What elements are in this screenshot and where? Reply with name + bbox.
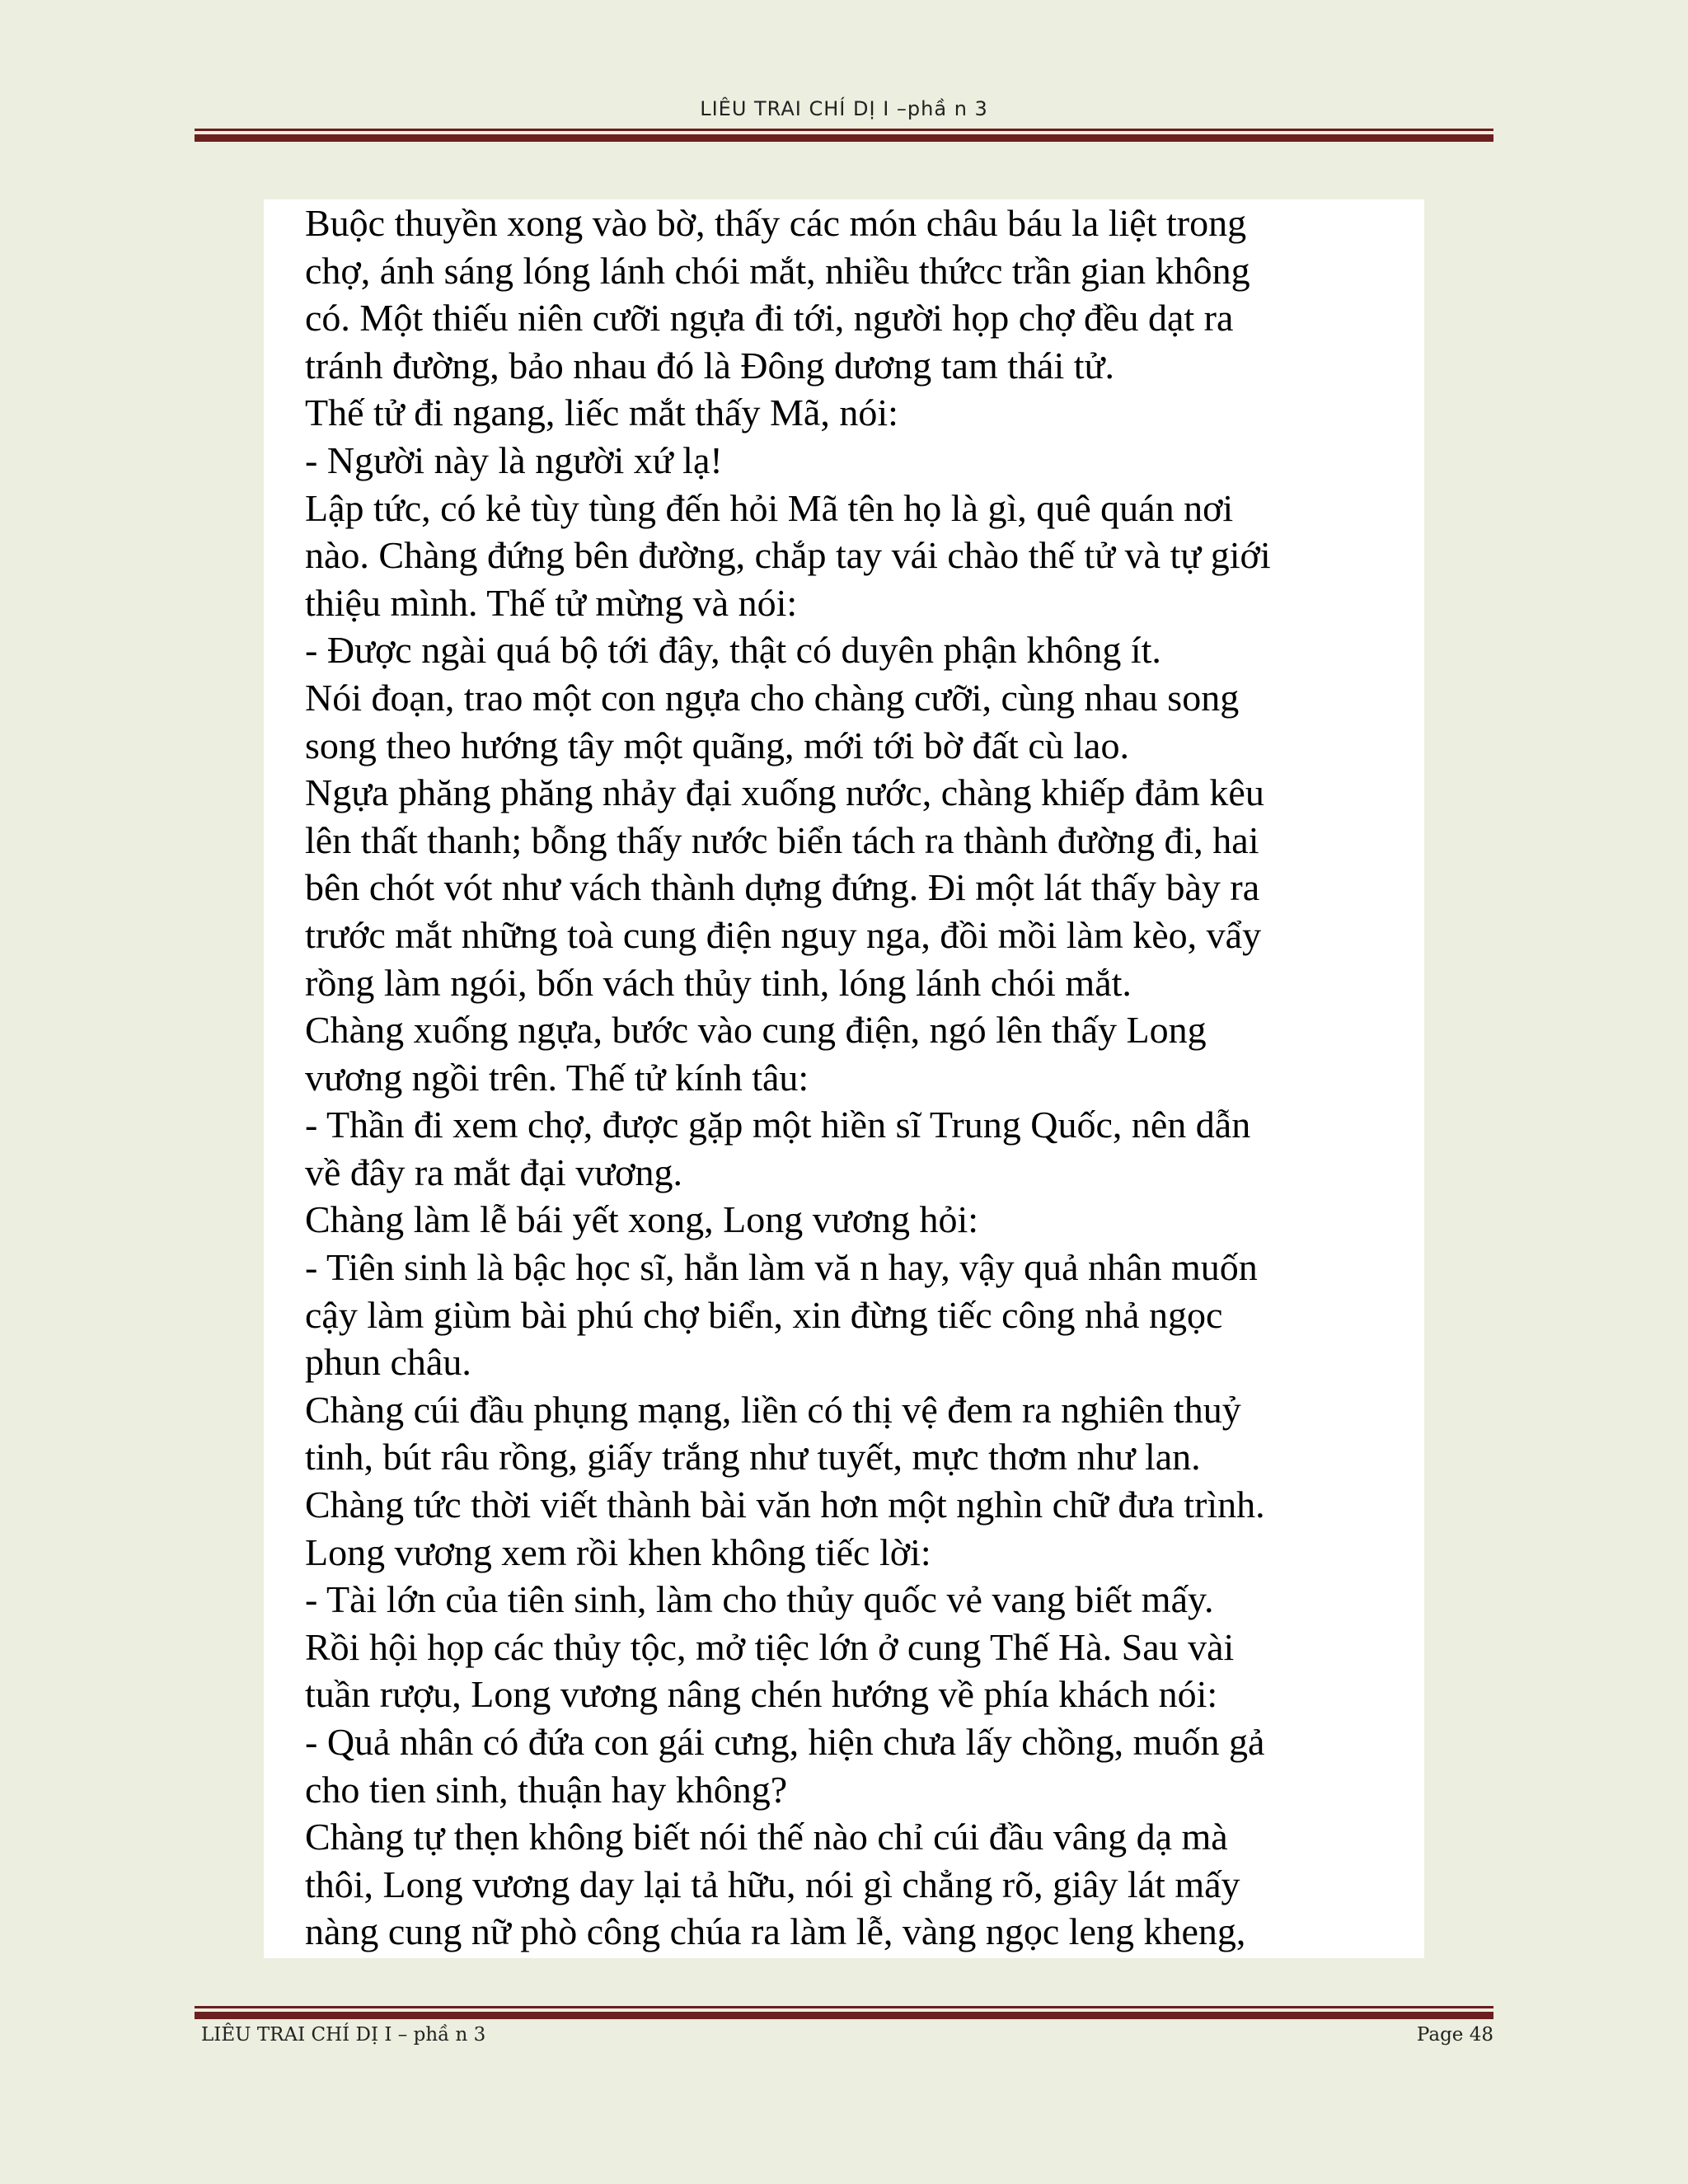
text-line: có. Một thiếu niên cưỡi ngựa đi tới, người họp chợ đều dạt ra [305,297,1234,340]
text-line: tuần rượu, Long vương nâng chén hướng về phía khách nói: [305,1673,1218,1716]
footer-rule [195,2006,1493,2019]
text-line: Chàng tức thời viết thành bài văn hơn một nghìn chữ đưa trình. [305,1483,1265,1526]
text-line: - Tài lớn của tiên sinh, làm cho thủy quốc vẻ vang biết mấy. [305,1578,1214,1621]
text-line: rồng làm ngói, bốn vách thủy tinh, lóng lánh chói mắt. [305,961,1132,1004]
text-line: Buộc thuyền xong vào bờ, thấy các món châu báu la liệt trong [305,202,1247,244]
footer-title: LIÊU TRAI CHÍ DỊ I – phầ n 3 [201,2024,486,2046]
content-panel [264,199,1424,1958]
body-text [305,199,1418,1956]
text-line: nàng cung nữ phò công chúa ra làm lễ, vàng ngọc leng kheng, [305,1910,1246,1953]
text-line: về đây ra mắt đại vương. [305,1151,683,1193]
text-line: cho tien sinh, thuận hay không? [305,1768,788,1811]
text-line: cậy làm giùm bài phú chợ biển, xin đừng tiếc công nhả ngọc [305,1293,1223,1336]
text-line: Chàng tự thẹn không biết nói thế nào chỉ cúi đầu vâng dạ mà [305,1816,1228,1858]
page-header-title: LIÊU TRAI CHÍ DỊ I –phầ n 3 [700,97,988,120]
text-line: lên thất thanh; bỗng thấy nước biển tách ra thành đường đi, hai [305,818,1259,861]
text-line: Ngựa phăng phăng nhảy đại xuống nước, chàng khiếp đảm kêu [305,771,1264,814]
text-line: - Người này là người xứ lạ! [305,438,723,481]
page-number: Page 48 [1416,2024,1493,2046]
text-line: Long vương xem rồi khen không tiếc lời: [305,1530,931,1573]
text-line: trước mắt những toà cung điện nguy nga, đồi mồi làm kèo, vẩy [305,913,1262,956]
text-line: phun châu. [305,1341,471,1384]
text-line: Chàng xuống ngựa, bước vào cung điện, ngó lên thấy Long [305,1009,1207,1052]
text-line: Rồi hội họp các thủy tộc, mở tiệc lớn ở cung Thế Hà. Sau vài [305,1625,1235,1668]
text-line: - Được ngài quá bộ tới đây, thật có duyên phận không ít. [305,629,1161,672]
text-line: Chàng làm lễ bái yết xong, Long vương hỏi: [305,1198,979,1241]
text-line: Nói đoạn, trao một con ngựa cho chàng cưỡi, cùng nhau song [305,676,1240,719]
text-line: tinh, bút râu rồng, giấy trắng như tuyết, mực thơm như lan. [305,1436,1201,1479]
text-line: tránh đường, bảo nhau đó là Đông dương tam thái tử. [305,344,1114,387]
text-line: Thế tử đi ngang, liếc mắt thấy Mã, nói: [305,391,898,434]
text-line: vương ngồi trên. Thế tử kính tâu: [305,1056,809,1099]
text-line: - Thần đi xem chợ, được gặp một hiền sĩ Trung Quốc, nên dẫn [305,1104,1251,1146]
text-line: Lập tức, có kẻ tùy tùng đến hỏi Mã tên họ là gì, quê quán nơi [305,486,1234,529]
text-line: nào. Chàng đứng bên đường, chắp tay vái chào thế tử và tự giới [305,534,1271,577]
text-line: thiệu mình. Thế tử mừng và nói: [305,581,798,624]
text-line: - Quả nhân có đứa con gái cưng, hiện chưa lấy chồng, muốn gả [305,1721,1265,1763]
header-rule [195,129,1493,142]
text-line: bên chót vót như vách thành dựng đứng. Đi một lát thấy bày ra [305,866,1260,909]
text-line: thôi, Long vương day lại tả hữu, nói gì chẳng rõ, giây lát mấy [305,1863,1240,1905]
text-line: chợ, ánh sáng lóng lánh chói mắt, nhiều thứcc trần gian không [305,249,1250,292]
text-line: Chàng cúi đầu phụng mạng, liền có thị vệ đem ra nghiên thuỷ [305,1388,1241,1431]
text-line: - Tiên sinh là bậc học sĩ, hẳn làm vă n hay, vậy quả nhân muốn [305,1246,1258,1289]
text-line: song theo hướng tây một quãng, mới tới bờ đất cù lao. [305,724,1129,766]
